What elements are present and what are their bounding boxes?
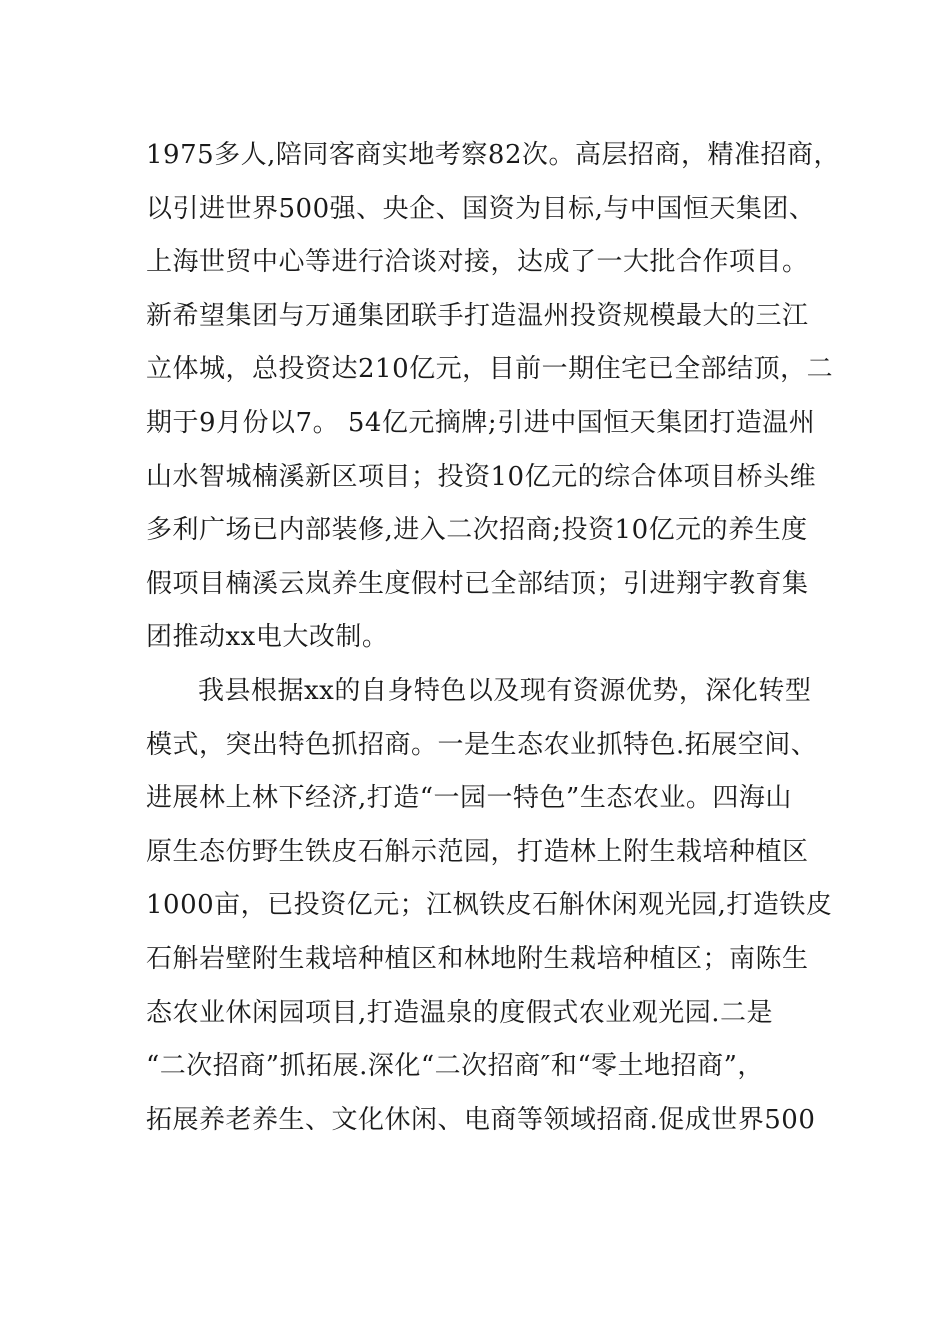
text-line: 以引进世界500强、央企、国资为目标,与中国恒天集团、	[146, 193, 816, 224]
text-line: 立体城，总投资达210亿元，目前一期住宅已全部结顶，二	[146, 354, 834, 385]
text-line: 态农业休闲园项目,打造温泉的度假式农业观光园.二是	[146, 997, 774, 1028]
text-line: 团推动xx电大改制。	[146, 622, 389, 653]
paragraph-1	[146, 129, 841, 665]
text-line: 1000亩，已投资亿元；江枫铁皮石斛休闲观光园,打造铁皮	[146, 890, 833, 921]
paragraph-2	[146, 665, 833, 1147]
text-line: 期于9月份以7。 54亿元摘牌;引进中国恒天集团打造温州	[146, 407, 816, 438]
body-text	[146, 129, 841, 1147]
text-line: 假项目楠溪云岚养生度假村已全部结顶；引进翔宇教育集	[146, 568, 809, 599]
text-line: 上海世贸中心等进行洽谈对接，达成了一大批合作项目。	[146, 247, 809, 278]
text-line: 石斛岩壁附生栽培种植区和林地附生栽培种植区；南陈生	[146, 943, 809, 974]
text-line: 模式，突出特色抓招商。一是生态农业抓特色.拓展空间、	[146, 729, 818, 760]
text-line: 进展林上林下经济,打造“一园一特色”生态农业。四海山	[146, 783, 792, 814]
text-line: 原生态仿野生铁皮石斛示范园，打造林上附生栽培种植区	[146, 836, 809, 867]
text-line: 多利广场已内部装修,进入二次招商;投资10亿元的养生度	[146, 515, 808, 546]
text-line: 山水智城楠溪新区项目；投资10亿元的综合体项目桥头维	[146, 461, 817, 492]
text-line: 新希望集团与万通集团联手打造温州投资规模最大的三江	[146, 300, 809, 331]
text-line: 1975多人,陪同客商实地考察82次。高层招商，精准招商，	[146, 140, 841, 170]
text-line: “二次招商”抓拓展.深化“二次招商″和“零土地招商”，	[146, 1051, 764, 1082]
text-line: 拓展养老养生、文化休闲、电商等领域招商.促成世界500	[146, 1104, 816, 1135]
text-line: 我县根据xx的自身特色以及现有资源优势，深化转型	[198, 675, 812, 706]
